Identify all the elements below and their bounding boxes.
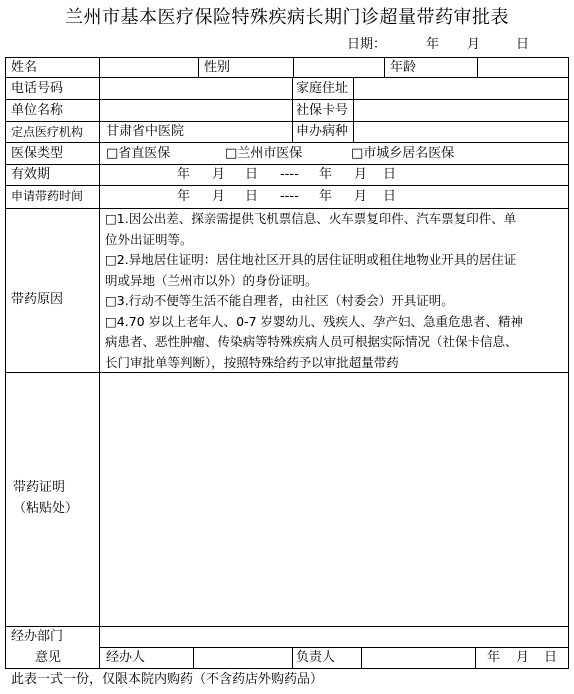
apply-end-year: 年 [319,189,333,204]
form-title: 兰州市基本医疗保险特殊疾病长期门诊超量带药审批表 [65,7,509,28]
reason-item-1-line-1[interactable]: □1.因公出差、探亲需提供飞机票信息、火车票复印件、汽车票复印件、单 [105,211,517,226]
apply-start-day: 日 [245,189,259,204]
disease-label: 申办病种 [296,124,349,139]
social-card-label: 社保卡号 [296,103,349,118]
phone-label: 电话号码 [11,81,64,96]
dept-opinion-label: 经办部门 [11,629,64,644]
employer-label: 单位名称 [11,103,64,118]
valid-start-year: 年 [177,167,191,182]
proof-paste-area[interactable] [100,373,568,626]
designated-hospital-value: 甘肃省中医院 [106,124,185,139]
dept-opinion-sublabel: 意见 [35,650,62,665]
apply-start-year: 年 [177,189,191,204]
valid-end-month: 月 [354,167,368,182]
reason-label: 带药原因 [11,292,64,307]
apply-end-day: 日 [383,189,397,204]
reason-item-2-line-2: 明或异地（兰州市以外）的身份证明。 [105,272,318,288]
date-year-label: 年 [426,37,440,52]
reason-item-4-line-3: 长门审批单等判断），按照特殊给药予以审批超量带药 [105,354,399,370]
date-day-label: 日 [516,37,530,52]
sign-day-label: 日 [544,650,558,665]
reason-item-4-line-2: 病患者、恶性肿瘤、传染病等特殊疾病人员可根据实际情况（社保卡信息、 [105,334,518,349]
gender-label: 性别 [204,60,231,75]
apply-separator: ---- [280,189,299,204]
proof-sublabel: （粘贴处） [13,501,79,516]
insurance-option-provincial[interactable]: □省直医保 [106,146,171,161]
designated-hospital-label: 定点医疗机构 [11,125,84,139]
dept-opinion-field[interactable] [100,627,568,647]
date-month-label: 月 [467,37,481,52]
footer-note: 此表一式一份，仅限本院内购药（不含药店外购药品） [11,672,324,687]
valid-period-label: 有效期 [11,167,51,182]
valid-start-month: 月 [212,167,226,182]
apply-start-month: 月 [212,189,226,204]
age-label: 年龄 [390,60,417,75]
valid-end-year: 年 [319,167,333,182]
insurance-option-urban-rural[interactable]: □市城乡居名医保 [351,146,455,161]
insurance-type-label: 医保类型 [11,146,64,161]
apply-end-month: 月 [354,189,368,204]
reason-item-2-line-1[interactable]: □2.异地居住证明：居住地社区开具的居住证明或租住地物业开具的居住证 [105,252,517,267]
reason-item-3[interactable]: □3.行动不便等生活不能自理者，由社区（村委会）开具证明。 [105,293,454,308]
reason-list [105,209,523,373]
valid-start-day: 日 [245,167,259,182]
sign-year-label: 年 [487,650,501,665]
proof-label: 带药证明 [13,480,66,495]
date-label: 日期： [347,37,387,52]
insurance-option-lanzhou[interactable]: □兰州市医保 [225,146,303,161]
sign-month-label: 月 [516,650,530,665]
valid-end-day: 日 [383,167,397,182]
handler-label: 经办人 [106,650,146,665]
reason-item-1-line-2: 位外出证明等。 [105,231,193,247]
reason-item-4-line-1[interactable]: □4.70 岁以上老年人、0-7 岁婴幼儿、残疾人、孕产妇、急重危患者、精神 [105,313,524,329]
name-label: 姓名 [11,60,38,75]
apply-period-label: 申请带药时间 [11,189,84,203]
supervisor-label: 负责人 [296,650,336,665]
address-label: 家庭住址 [296,81,349,96]
valid-separator: ---- [280,167,299,182]
